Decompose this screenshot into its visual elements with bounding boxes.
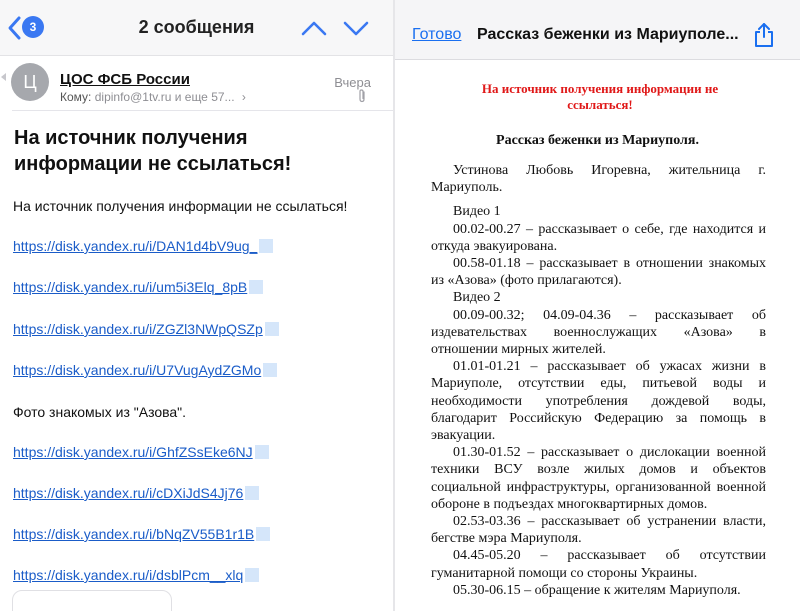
redaction-blur	[259, 239, 273, 253]
doc-paragraph: 01.30-01.52 – рассказывает о дислокации военной техники ВСУ возле жилых домов и объектов социальной инфраструктуры, организованной военной обороне в подъездах многоквартирных домов.	[431, 445, 766, 512]
message-count-title: 2 сообщения	[138, 17, 255, 37]
redaction-blur	[256, 527, 270, 541]
recipients-label: Кому:	[60, 90, 92, 104]
disk-link-5[interactable]: https://disk.yandex.ru/i/GhfZSsEke6NJ	[13, 444, 269, 460]
document-title: Рассказ беженки из Мариуполе...	[477, 26, 739, 43]
sender-avatar[interactable]: Ц	[11, 63, 49, 101]
disk-link-7[interactable]: https://disk.yandex.ru/i/bNqZV55B1r1B	[13, 526, 270, 542]
disk-link-6[interactable]: https://disk.yandex.ru/i/cDXiJdS4Jj76	[13, 485, 259, 501]
doc-paragraph: 00.09-00.32; 04.09-04.36 – рассказывает об издевательствах военнослужащих «Азова» в отношении мирных жителей.	[431, 307, 766, 358]
document-pane	[395, 0, 800, 611]
reply-indicator-icon	[0, 72, 10, 82]
redaction-blur	[255, 445, 269, 459]
document-red-heading: На источник получения информации не ссылаться!	[481, 81, 719, 112]
paperclip-icon	[357, 89, 367, 103]
redaction-blur	[249, 280, 263, 294]
doc-paragraph: 01.01-01.21 – рассказывает об ужасах жизни в Мариуполе, отсутствии еды, питьевой воды и необходимости употребления дождевой воды, благодарит Российскую Федерацию за помощь в эвакуации.	[431, 359, 766, 444]
message-date: Вчера	[334, 75, 371, 90]
doc-paragraph: 00.02-00.27 – рассказывает о себе, где находится и откуда эвакуирована.	[431, 221, 766, 254]
message-body-line: На источник получения информации не ссылаться!	[13, 198, 348, 214]
share-icon[interactable]	[753, 22, 775, 48]
header-divider	[12, 110, 393, 111]
chevron-right-icon: ›	[241, 90, 246, 104]
redaction-blur	[263, 363, 277, 377]
recipients-value: dipinfo@1tv.ru и еще 57...	[94, 90, 235, 104]
mail-pane	[0, 0, 393, 611]
document-body	[431, 162, 766, 599]
disk-link-3[interactable]: https://disk.yandex.ru/i/ZGZl3NWpQSZp	[13, 321, 279, 337]
doc-paragraph: 00.58-01.18 – рассказывает в отношении знакомых из «Азова» (фото прилагаются).	[431, 256, 766, 289]
disk-link-1[interactable]: https://disk.yandex.ru/i/DAN1d4bV9ug_	[13, 238, 273, 254]
document-toolbar	[395, 0, 800, 60]
redaction-blur	[245, 486, 259, 500]
doc-paragraph: 04.45-05.20 – рассказывает об отсутствии гуманитарной помощи со стороны Украины.	[431, 548, 766, 581]
disk-link-4[interactable]: https://disk.yandex.ru/i/U7VugAydZGMo	[13, 362, 277, 378]
photo-caption: Фото знакомых из "Азова".	[13, 404, 187, 420]
disk-link-2[interactable]: https://disk.yandex.ru/i/um5i3Elq_8pB	[13, 279, 263, 295]
doc-paragraph: Видео 2	[453, 290, 501, 306]
doc-paragraph: Видео 1	[453, 204, 501, 220]
mail-toolbar	[0, 0, 393, 56]
chevron-up-icon[interactable]	[298, 14, 330, 42]
doc-paragraph: 05.30-06.15 – обращение к жителям Мариуполя.	[453, 582, 741, 598]
unread-count-badge[interactable]: 3	[22, 16, 44, 38]
redaction-blur	[245, 568, 259, 582]
recipients-row[interactable]	[60, 90, 246, 104]
message-subject: На источник получения информации не ссылаться!	[14, 127, 292, 175]
document-heading: Рассказ беженки из Мариуполя.	[496, 133, 699, 148]
bottom-action-button[interactable]	[12, 590, 172, 611]
done-button[interactable]: Готово	[412, 26, 462, 43]
sender-name[interactable]: ЦОС ФСБ России	[60, 71, 190, 88]
doc-paragraph: 02.53-03.36 – рассказывает об устранении власти, бегстве мэра Мариуполя.	[431, 514, 766, 547]
doc-paragraph: Устинова Любовь Игоревна, жительница г. Мариуполь.	[431, 163, 766, 196]
redaction-blur	[265, 322, 279, 336]
disk-link-8[interactable]: https://disk.yandex.ru/i/dsblPcm__xlq	[13, 567, 259, 583]
chevron-down-icon[interactable]	[340, 14, 372, 42]
